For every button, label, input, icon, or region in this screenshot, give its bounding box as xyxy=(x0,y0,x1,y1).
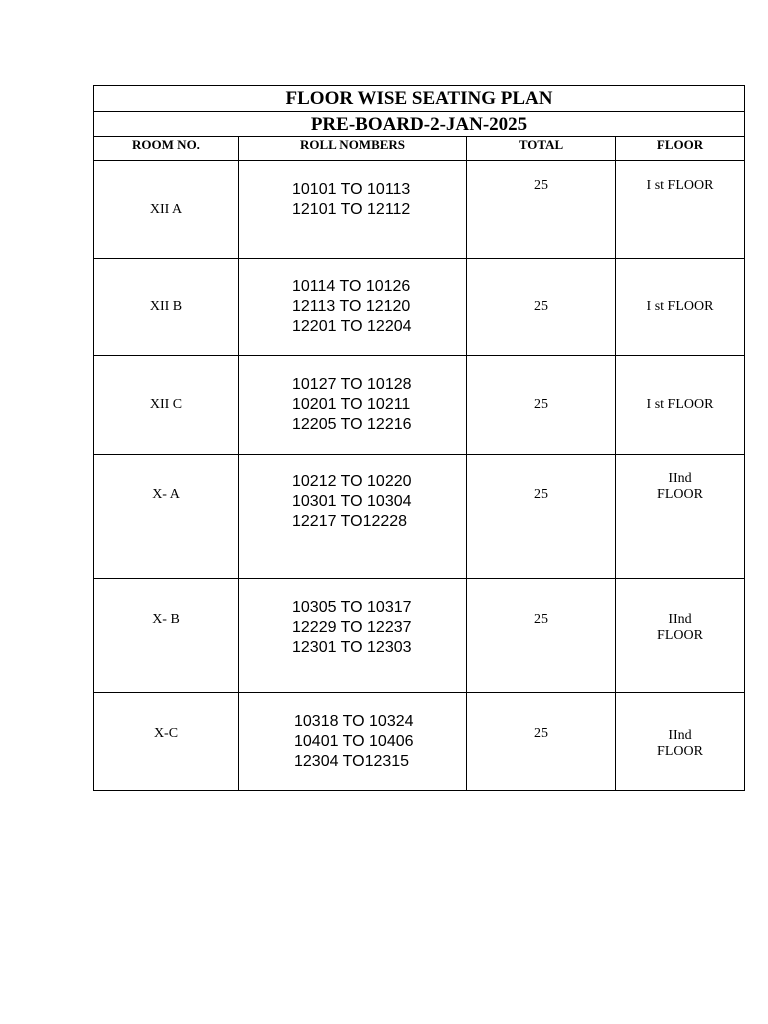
roll-range: 10212 TO 10220 xyxy=(292,473,412,490)
roll-range: 12301 TO 12303 xyxy=(292,639,412,656)
total-cell xyxy=(467,579,616,693)
floor-value: I st FLOOR xyxy=(646,299,714,314)
total-value: 25 xyxy=(534,612,548,627)
roll-cell xyxy=(239,455,467,579)
total-cell xyxy=(467,161,616,259)
roll-range: 12205 TO 12216 xyxy=(292,416,412,433)
floor-cell xyxy=(616,259,745,356)
floor-cell xyxy=(616,356,745,455)
header-floor: FLOOR xyxy=(616,137,745,161)
room-cell xyxy=(94,693,239,791)
room-number: X- A xyxy=(152,487,180,502)
room-cell xyxy=(94,259,239,356)
total-cell xyxy=(467,259,616,356)
room-number: XII C xyxy=(149,397,183,412)
table-row xyxy=(94,579,745,693)
roll-cell xyxy=(239,259,467,356)
floor-value-line2: FLOOR xyxy=(657,628,703,643)
exam-subtitle: PRE-BOARD-2-JAN-2025 xyxy=(94,112,745,137)
roll-range: 12229 TO 12237 xyxy=(292,619,412,636)
room-cell xyxy=(94,579,239,693)
floor-cell xyxy=(616,693,745,791)
roll-range: 12201 TO 12204 xyxy=(292,318,412,335)
roll-range: 10114 TO 10126 xyxy=(292,278,411,295)
total-value: 25 xyxy=(534,397,548,412)
roll-range: 10201 TO 10211 xyxy=(292,396,411,413)
roll-range: 10101 TO 10113 xyxy=(292,181,411,198)
page-title: FLOOR WISE SEATING PLAN xyxy=(94,86,745,112)
floor-cell xyxy=(616,455,745,579)
table-row xyxy=(94,356,745,455)
table-row xyxy=(94,455,745,579)
seating-plan-table xyxy=(93,85,745,791)
floor-cell xyxy=(616,579,745,693)
floor-cell xyxy=(616,161,745,259)
floor-value-line1: IInd xyxy=(668,612,692,627)
total-cell xyxy=(467,693,616,791)
roll-range: 12101 TO 12112 xyxy=(292,201,411,218)
header-room-no: ROOM NO. xyxy=(94,137,239,161)
total-value: 25 xyxy=(534,299,548,314)
roll-range: 10127 TO 10128 xyxy=(292,376,412,393)
table-row xyxy=(94,259,745,356)
total-value: 25 xyxy=(534,487,548,502)
total-cell xyxy=(467,455,616,579)
floor-value-line2: FLOOR xyxy=(657,744,703,759)
roll-cell xyxy=(239,356,467,455)
room-number: XII B xyxy=(149,299,183,314)
table-row xyxy=(94,161,745,259)
room-cell xyxy=(94,455,239,579)
floor-value: I st FLOOR xyxy=(646,178,714,193)
total-value: 25 xyxy=(534,178,548,193)
floor-value: I st FLOOR xyxy=(646,397,714,412)
header-roll-numbers: ROLL NOMBERS xyxy=(239,137,467,161)
roll-range: 10318 TO 10324 xyxy=(294,713,414,730)
total-value: 25 xyxy=(534,726,548,741)
header-total: TOTAL xyxy=(467,137,616,161)
floor-value-line1: IInd xyxy=(668,471,692,486)
room-number: X-C xyxy=(153,726,179,741)
table-row xyxy=(94,693,745,791)
roll-cell xyxy=(239,693,467,791)
roll-range: 10305 TO 10317 xyxy=(292,599,412,616)
roll-range: 10401 TO 10406 xyxy=(294,733,414,750)
roll-range: 10301 TO 10304 xyxy=(292,493,412,510)
roll-cell xyxy=(239,579,467,693)
floor-value-line2: FLOOR xyxy=(657,487,703,502)
roll-range: 12304 TO12315 xyxy=(294,753,410,770)
room-number: XII A xyxy=(149,201,183,217)
total-cell xyxy=(467,356,616,455)
floor-value-line1: IInd xyxy=(668,728,692,743)
room-number: X- B xyxy=(152,612,180,627)
room-cell xyxy=(94,356,239,455)
roll-range: 12113 TO 12120 xyxy=(292,298,411,315)
roll-range: 12217 TO12228 xyxy=(292,513,408,530)
roll-cell xyxy=(239,161,467,259)
room-cell xyxy=(94,161,239,259)
